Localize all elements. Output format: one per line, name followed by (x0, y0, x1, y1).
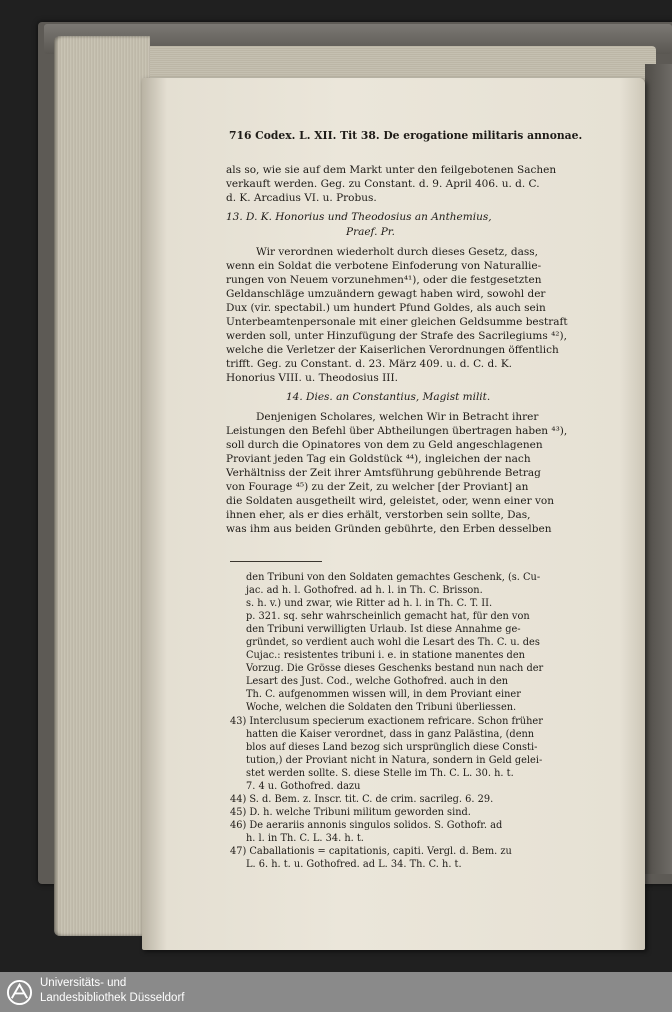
text-line: Verhältniss der Zeit ihrer Amtsführung gebührende Betrag (226, 467, 541, 479)
text-line: soll durch die Opinatores von dem zu Geld angeschlagenen (226, 439, 543, 451)
footer-line-1: Universitäts- und (40, 977, 127, 989)
ulb-logo-icon (6, 979, 33, 1006)
text-line: Honorius VIII. u. Theodosius III. (226, 372, 398, 384)
text-line: Unterbeamtenpersonale mit einer gleichen Geldsumme bestraft (226, 316, 568, 328)
text-line: Praef. Pr. (346, 226, 396, 238)
footnote-line: stet werden sollte. S. diese Stelle im Th. C. L. 30. h. t. (246, 768, 514, 779)
footnote-line: jac. ad h. l. Gothofred. ad h. l. in Th. C. Brisson. (246, 585, 483, 596)
text-line: Dux (vir. spectabil.) um hundert Pfund Goldes, als auch sein (226, 302, 546, 314)
text-line: wenn ein Soldat die verbotene Einfoderung von Naturallie- (226, 260, 542, 272)
text-line: verkauft werden. Geg. zu Constant. d. 9. April 406. u. d. C. (226, 178, 540, 190)
text-line: als so, wie sie auf dem Markt unter den feilgebotenen Sachen (226, 164, 557, 176)
footnote-line: den Tribuni von den Soldaten gemachtes Geschenk, (s. Cu- (246, 572, 541, 583)
text-line: Proviant jeden Tag ein Goldstück ⁴⁴), ingleichen der nach (226, 453, 531, 465)
text-line: welche die Verletzer der Kaiserlichen Verordnungen öffentlich (226, 344, 559, 356)
text-line: Denjenigen Scholares, welchen Wir in Betracht ihrer (256, 411, 539, 423)
text-line: von Fourage ⁴⁵) zu der Zeit, zu welcher [der Proviant] an (226, 481, 529, 493)
text-line: trifft. Geg. zu Constant. d. 23. März 409. u. d. C. d. K. (226, 358, 513, 370)
book-cover-right-edge (645, 64, 672, 874)
text-line: werden soll, unter Hinzufügung der Strafe des Sacrilegiums ⁴²), (226, 330, 567, 342)
text-line: Geldanschläge umzuändern gewagt haben wird, sowohl der (226, 288, 546, 300)
page-edges-left (54, 36, 150, 936)
footnote-line: s. h. v.) und zwar, wie Ritter ad h. l. in Th. C. T. II. (246, 598, 493, 609)
footnote-line: Cujac.: resistentes tribuni i. e. in statione manentes den (246, 650, 525, 661)
page-header: 716 Codex. L. XII. Tit 38. De erogatione militaris annonae. (229, 129, 583, 142)
footnote-line: h. l. in Th. C. L. 34. h. t. (246, 833, 364, 844)
footnote-divider (230, 561, 322, 562)
footnote-line: p. 321. sq. sehr wahrscheinlich gemacht hat, für den von (246, 611, 530, 622)
text-line: d. K. Arcadius VI. u. Probus. (226, 192, 377, 204)
footnote-line: gründet, so verdient auch wohl die Lesart des Th. C. u. des (246, 637, 540, 648)
text-line: Wir verordnen wiederholt durch dieses Gesetz, dass, (256, 246, 538, 258)
footnote-line: 46) De aerariis annonis singulos solidos. S. Gothofr. ad (230, 820, 503, 831)
footer-line-2: Landesbibliothek Düsseldorf (40, 992, 185, 1004)
footnote-line: L. 6. h. t. u. Gothofred. ad L. 34. Th. C. h. t. (246, 859, 462, 870)
footnote-line: tution,) der Proviant nicht in Natura, sondern in Geld gelei- (246, 755, 543, 766)
footnote-line: Th. C. aufgenommen wissen will, in dem Proviant einer (246, 689, 521, 700)
footnote-line: 45) D. h. welche Tribuni militum geworden sind. (230, 807, 471, 818)
footnote-line: 43) Interclusum specierum exactionem refricare. Schon früher (230, 716, 543, 727)
footnote-line: Woche, welchen die Soldaten den Tribuni überliessen. (246, 702, 517, 713)
text-line: die Soldaten ausgetheilt wird, geleistet, oder, wenn einer von (226, 495, 554, 507)
footnote-line: Lesart des Just. Cod., welche Gothofred. auch in den (246, 676, 509, 687)
footnote-line: blos auf dieses Land bezog sich ursprünglich diese Consti- (246, 742, 538, 753)
library-footer (0, 972, 672, 1012)
footnote-line: Vorzug. Die Grösse dieses Geschenks bestand nun nach der (246, 663, 544, 674)
footnote-line: 7. 4 u. Gothofred. dazu (246, 781, 361, 792)
footnote-line: 47) Caballationis = capitationis, capiti. Vergl. d. Bem. zu (230, 846, 512, 857)
footnote-line: 44) S. d. Bem. z. Inscr. tit. C. de crim. sacrileg. 6. 29. (230, 794, 494, 805)
text-line: 13. D. K. Honorius und Theodosius an Anthemius, (226, 211, 492, 223)
text-line: Leistungen den Befehl über Abtheilungen übertragen haben ⁴³), (226, 425, 568, 437)
text-line: rungen von Neuem vorzunehmen⁴¹), oder die festgesetzten (226, 274, 542, 286)
footnote-line: den Tribuni verwilligten Urlaub. Ist diese Annahme ge- (246, 624, 521, 635)
text-line: was ihm aus beiden Gründen gebührte, den Erben desselben (226, 523, 552, 535)
footnote-line: hatten die Kaiser verordnet, dass in ganz Palästina, (denn (246, 729, 535, 740)
text-line: 14. Dies. an Constantius, Magist milit. (286, 391, 491, 403)
text-line: ihnen eher, als er dies erhält, verstorben sein sollte, Das, (226, 509, 531, 521)
